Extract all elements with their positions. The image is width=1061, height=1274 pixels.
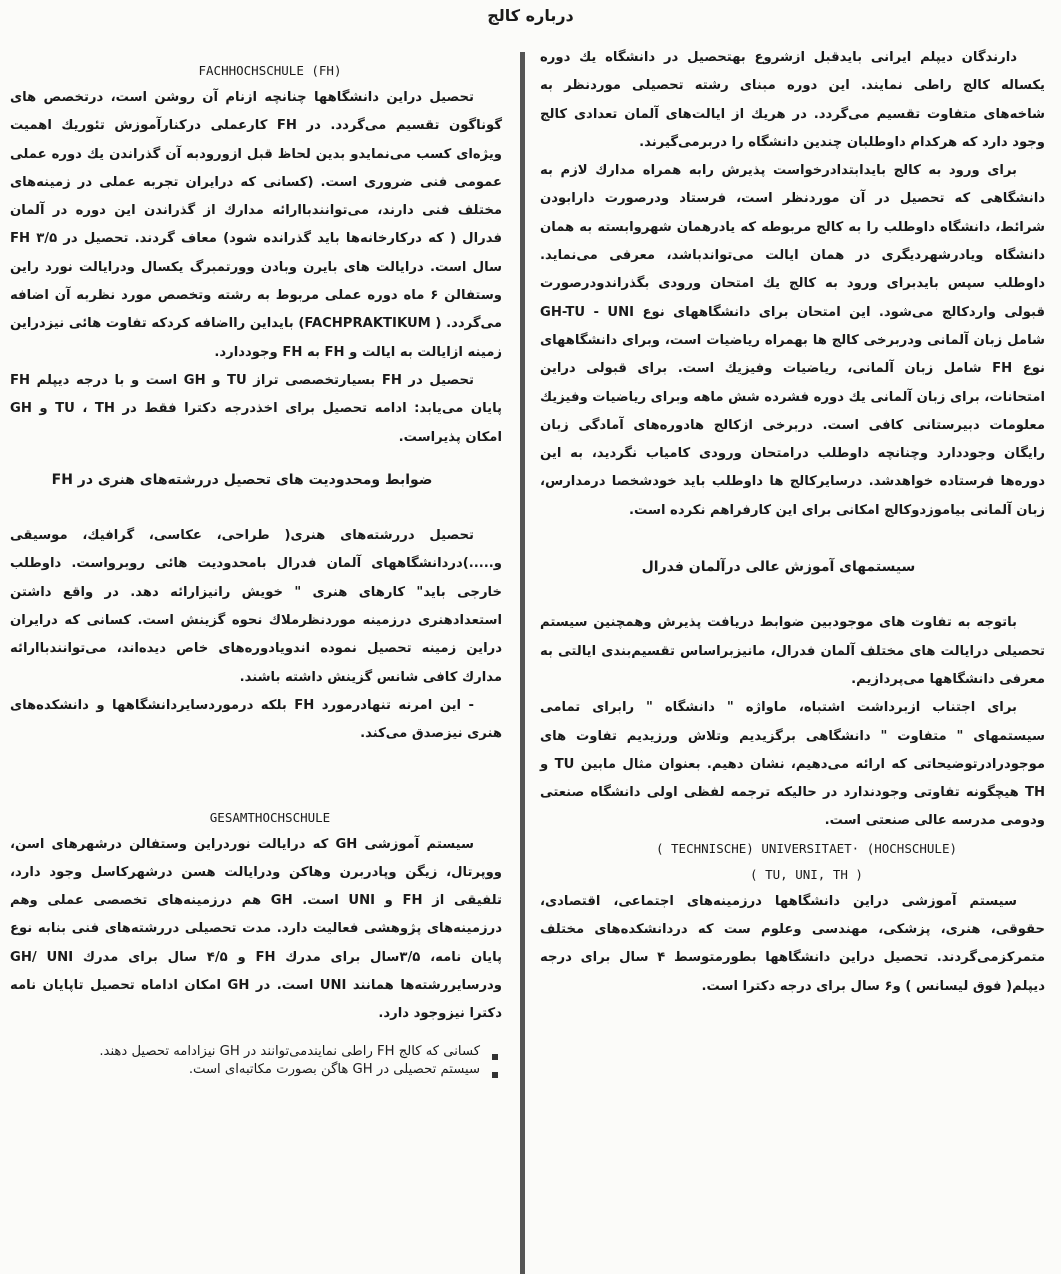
- paragraph: سیستم آموزشی GH که درایالت نوردراین وستفالن درشهرهای اسن، ووپرتال، زیگن وپادربرن وهاکن ودرایالت هسن درشهرکاسل وجود دارد، تلفیقی از FH و UNI است. GH هم درزمینه‌های تخصصی عملی وهم درزمینه‌های پژوهشی فعالیت دارد. مدت تحصیلی دررشته‌های فنی بنابه نوع پایان نامه، ۳/۵سال برای مدرك FH و ۴/۵ سال برای مدرك GH/ UNI ودرسایررشته‌ها همانند UNI است. در GH امکان اداماه تحصیل تاپایان نامه دکترا نیزوجود دارد.: [10, 836, 503, 1022]
- right-column: [540, 44, 1045, 1001]
- bullet-text: سیستم تحصیلی در GH هاگن بصورت مکاتبه‌ای است.: [188, 1061, 480, 1077]
- paragraph: برای اجتناب ازبرداشت اشتباه، ماواژه " دانشگاه " رابرای تمامی سیستمهای " متفاوت " دانشگاهی برگزیدیم وتلاش ورزیدیم تفاوت های موجودرادرتوضیحاتی که ارائه می‌دهیم، نشان دهیم. بعنوان مثال مابین TU و TH هیچگونه تفاوتی وجودندارد در حالیکه ترجمه لفظی اولی دانشگاه صنعتی ودومی مدرسه عالی صنعتی است.: [540, 700, 1045, 829]
- section-heading: GESAMTHOCHSCHULE: [209, 809, 331, 825]
- section-heading: سیستمهای آموزش عالی درآلمان فدرال: [641, 559, 916, 576]
- paragraph: باتوجه به تفاوت های موجودبین ضوابط دریافت پذیرش وهمچنین سیستم تحصیلی درایالت های مختلف آلمان فدرال، مانیزبراساس تقسیم‌بندی ایالتی به معرفی دانشگاهها می‌پردازیم.: [540, 615, 1045, 687]
- bullet-text: کسانی که کالج FH راطی نمایندمی‌توانند در GH نیزادامه تحصیل دهند.: [99, 1043, 480, 1059]
- paragraph: برای ورود به کالج بایدابتدادرخواست پذیرش رابه همراه مدارك لازم به دانشگاهی که تحصیل در آن موردنظر است، فرستاد ودرصورت دارابودن شرائط، دانشگاه داوطلب را به کالج مربوطه که یادرهمان شهروابسته به همان دانشگاه ویادرشهردیگری در همان ایالت می‌تواندباشد، معرفی می‌نماید. داوطلب سپس بایدبرای ورود به کالج یك امتحان ورودی بگذراندودرصورت قبولی واردکالج می‌شود. این امتحان برای دانشگاههای نوع GH-TU - UNI شامل زبان آلمانی ودربرخی کالج ها بهمراه ریاضیات است، وبرای دانشگاههای نوع FH شامل زبان آلمانی، ریاضیات وفیزیك است. برای قبولی دراین امتحانات، برای زبان آلمانی یك دوره فشرده شش ماهه وبرای ریاضیات وفیزیك معلومات دبیرستانی کافی است. دربرخی ازکالج هادوره‌های آمادگی زبان رایگان وجوددارد وچنانچه داوطلب درامتحان ورودی کامیاب نگردید، به این دوره‌ها فرستاده خواهدشد. درسایرکالج ها داوطلب باید خودشخصا درمدارس، زبان آلمانی بیاموزدوکالج امکانی برای این کارفراهم نکرده است.: [540, 163, 1046, 518]
- bullet-square-icon: [492, 1072, 498, 1078]
- bullet-item: [10, 1061, 502, 1079]
- section-heading: ضوابط ومحدودیت های تحصیل دررشته‌های هنری در FH: [51, 471, 433, 488]
- section-heading: FACHHOCHSCHULE (FH): [198, 63, 342, 78]
- paragraph: - این امرنه تنهادرمورد FH بلکه درموردسایردانشگاهها و دانشکده‌های هنری نیزصدق می‌کند.: [10, 697, 502, 742]
- paragraph: تحصیل دررشته‌های هنری( طراحی، عکاسی، گرافیك، موسیقی و.....)دردانشگاههای آلمان فدرال بامحدودیت هائی روبرواست. داوطلب خارجی باید" کارهای هنری " خویش رانیزارائه دهد. در واقع داشتن استعدادهنری درزمینه موردنظرملاك نحوه گزینش است. کسانی که درایران دراین زمینه تحصیل نموده اندویادوره‌های خاص دیده‌اند، می‌توانندباارائه مدارك کافی شانس گزینش داشته باشند.: [10, 528, 502, 685]
- latin-term-line: ( TECHNISCHE) UNIVERSITAET· (HOCHSCHULE): [655, 840, 958, 856]
- bullet-item: [10, 1043, 502, 1061]
- paragraph: تحصیل در FH بسیارتخصصی تراز TU و GH است و با درجه دیپلم FH پایان می‌یابد: ادامه تحصیل برای اخذدرجه دکترا فقط در TU ، TH و GH امکان پذیراست.: [10, 372, 502, 445]
- latin-term-line: ( TU, UNI, TH ): [750, 866, 863, 882]
- paragraph: دارندگان دیپلم ایرانی بایدقبل ازشروع بهتحصیل در دانشگاه یك دوره یکساله کالج راطی نمایند. این دوره مبنای رشته تحصیلی موردنظر به شاخه‌های متفاوت تقسیم می‌گردد. در هریك از ایالت‌های آلمان تعدادی کالج وجود دارد که هرکدام داوطلبان چندین دانشگاه را دربرمی‌گیرند.: [540, 50, 1045, 150]
- column-divider: [520, 52, 525, 1274]
- paragraph: سیستم آموزشی دراین دانشگاهها درزمینه‌های اجتماعی، اقتصادی، حقوقی، هنری، پزشکی، مهندسی وعلوم ست که دردانشکده‌های مختلف متمرکزمی‌گردند. تحصیل دراین دانشگاهها بطورمتوسط ۴ سال برای درجه دیپلم( فوق لیسانس ) و۶ سال برای درجه دکترا است.: [540, 893, 1045, 994]
- left-column: [10, 44, 502, 1079]
- bullet-square-icon: [492, 1054, 498, 1060]
- page-title: درباره کالج: [487, 6, 574, 25]
- paragraph: تحصیل دراین دانشگاهها چنانچه ازنام آن روشن است، درتخصص های گوناگون تقسیم می‌گردد. در FH کارعملی درکنارآموزش تئوریك اهمیت ویژه‌ای کسب می‌نمایدو بدین لحاظ قبل ازورودبه آن گذراندن یك دوره عملی عمومی فنی ضروری است. (کسانی که درایران تجربه عملی در زمینه‌های مختلف فنی دارند، می‌توانندباارائه مدارك از گذراندن این دوره در آلمان فدرال ( که درکارخانه‌ها باید گذرانده شود) معاف گردند. تحصیل در FH ۳/۵ سال است. درایالت های بایرن وبادن وورتمبرگ یکسال ودرایالت نورد راین وستفالن ۶ ماه دوره عملی مربوط به رشته وتخصص مورد نظربه آن اضافه می‌گردد. ( FACHPRAKTIKUM) بایداین رااضافه کردکه تفاوت هائی نیزدراین زمینه ازایالت به ایالت و FH به FH وجوددارد.: [10, 90, 503, 360]
